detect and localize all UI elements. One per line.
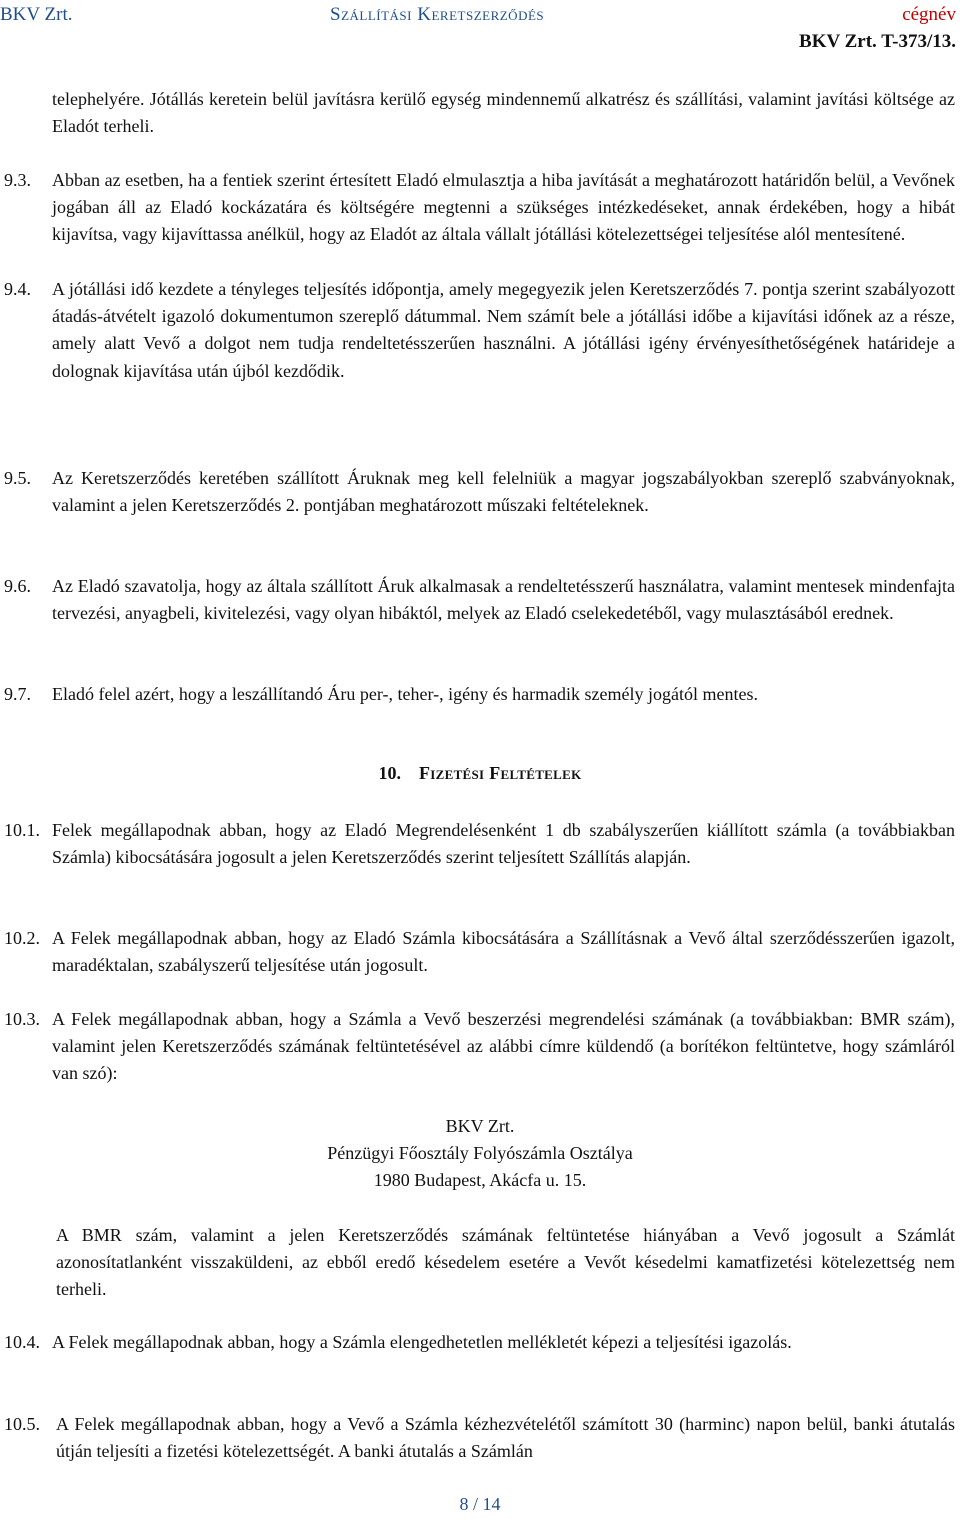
- paragraph-number: 10.4.: [4, 1332, 40, 1352]
- paragraph-10-2: [4, 925, 955, 979]
- address-company: BKV Zrt.: [445, 1116, 515, 1136]
- section-number: 10.: [378, 763, 401, 783]
- paragraph-10-1: [4, 817, 955, 871]
- paragraph-continuation: telephelyére. Jótállás keretein belül javításra kerülő egység mindennemű alkatrész és szállítási, valamint javítási költsége az Eladót terheli.: [52, 89, 955, 137]
- paragraph-number: 10.3.: [4, 1009, 40, 1029]
- paragraph-text: Az Keretszerződés keretében szállított Áruknak meg kell felelniük a magyar jogszabályokban szereplő szabványoknak, valamint a jelen Keretszerződés 2. pontjában meghatározott műszaki feltételeknek.: [52, 468, 955, 516]
- paragraph-text: Abban az esetben, ha a fentiek szerint értesített Eladó elmulasztja a hiba javítását a meghatározott határidőn belül, a Vevőnek jogában áll az Eladó kockázatára és költségére megtenni a szükséges intézkedéseket, annak érdekében, hogy a hibát kijavítsa, vagy kijavíttassa anélkül, hogy az Eladót az általa vállalt jótállási kötelezettségei teljesítése alól mentesítené.: [52, 170, 955, 245]
- paragraph-number: 9.6.: [4, 576, 31, 596]
- paragraph-text: Eladó felel azért, hogy a leszállítandó Áru per-, teher-, igény és harmadik személy jogától mentes.: [52, 684, 759, 704]
- paragraph-number: 9.3.: [4, 170, 31, 190]
- paragraph-number: 10.5.: [4, 1414, 40, 1434]
- paragraph-bmr-note: A BMR szám, valamint a jelen Keretszerződés számának feltüntetése hiányában a Vevő jogosult a Számlát azonosítatlanként visszaküldeni, az ebből eredő késedelem esetére a Vevőt késedelmi kamatfizetési kötelezettség nem terheli.: [56, 1225, 955, 1300]
- paragraph-number: 9.5.: [4, 468, 31, 488]
- paragraph-10-5: [4, 1411, 955, 1465]
- section-title: Fizetési Feltételek: [418, 763, 582, 783]
- header-party-name: cégnév: [902, 4, 956, 25]
- address-street: 1980 Budapest, Akácfa u. 15.: [373, 1170, 587, 1190]
- paragraph-10-3: [4, 1006, 955, 1088]
- paragraph-9-3: [4, 167, 955, 249]
- paragraph-number: 10.1.: [4, 820, 40, 840]
- paragraph-text: Felek megállapodnak abban, hogy az Eladó Megrendelésenként 1 db szabályszerűen kiállított számla (a továbbiakban Számla) kibocsátására jogosult a jelen Keretszerződés szerint teljesített Szállítás alapján.: [52, 820, 955, 868]
- paragraph-9-5: [4, 465, 955, 519]
- paragraph-9-4: [4, 276, 955, 385]
- paragraph-text: A Felek megállapodnak abban, hogy az Eladó Számla kibocsátására a Szállításnak a Vevő által szerződésszerűen igazolt, maradéktalan, szabályszerű teljesítése után jogosult.: [52, 928, 955, 976]
- header-contract-number: BKV Zrt. T-373/13.: [799, 31, 956, 52]
- paragraph-text: A jótállási idő kezdete a tényleges teljesítés időpontja, amely megegyezik jelen Keretszerződés 7. pontja szerint szabályozott átadás-átvételt igazoló dokumentumon szereplő dátummal. Nem számít bele a jótállási időbe a kijavítási időnek az a része, amely alatt Vevő a dolgot nem tudja rendeltetésszerűen használni. A jótállási igény érvényesíthetőségének határideje a dolognak kijavítása után újból kezdődik.: [52, 279, 955, 381]
- paragraph-text: A Felek megállapodnak abban, hogy a Számla a Vevő beszerzési megrendelési számának (a továbbiakban: BMR szám), valamint jelen Keretszerződés számának feltüntetésével az alábbi címre küldendő (a borítékon feltüntetve, hogy számláról van szó):: [52, 1009, 955, 1084]
- paragraph-9-6: [4, 573, 955, 627]
- paragraph-10-4: [4, 1329, 955, 1356]
- section-heading: [0, 763, 960, 784]
- page-number: 8 / 14: [459, 1494, 501, 1514]
- paragraph-number: 10.2.: [4, 928, 40, 948]
- paragraph-text: Az Eladó szavatolja, hogy az általa szállított Áruk alkalmasak a rendeltetésszerű használatra, valamint mentesek mindenfajta tervezési, anyagbeli, kivitelezési, vagy olyan hibáktól, melyek az Eladó cselekedetéből, vagy mulasztásából erednek.: [52, 576, 955, 624]
- address-department: Pénzügyi Főosztály Folyószámla Osztálya: [327, 1143, 633, 1163]
- paragraph-number: 9.7.: [4, 684, 31, 704]
- paragraph-text: A Felek megállapodnak abban, hogy a Vevő a Számla kézhezvételétől számított 30 (harminc) napon belül, banki átutalás útján teljesíti a fizetési kötelezettségét. A banki átutalás a Számlán: [56, 1414, 955, 1462]
- header-company: BKV Zrt.: [0, 4, 73, 25]
- paragraph-number: 9.4.: [4, 279, 31, 299]
- header-document-title: Szállítási Keretszerződés: [330, 4, 545, 25]
- paragraph-9-7: [4, 681, 955, 708]
- paragraph-text: A Felek megállapodnak abban, hogy a Számla elengedhetetlen mellékletét képezi a teljesítési igazolás.: [52, 1332, 792, 1352]
